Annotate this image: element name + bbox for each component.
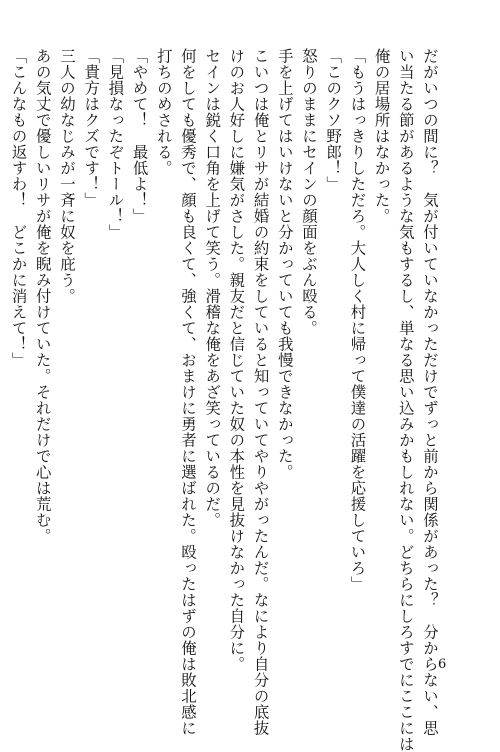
text-line: 「もうはっきりしただろ。大人しく村に帰って僕達の活躍を応援していろ」 bbox=[348, 48, 367, 592]
text-line: 俺の居場所はなかった。 bbox=[372, 48, 391, 224]
text-line: 「こんなもの返すわ！ どこかに消えて！」 bbox=[9, 48, 28, 368]
text-line: 打ちのめされる。 bbox=[154, 48, 173, 176]
novel-text bbox=[6, 48, 442, 752]
text-line: セインは鋭く口角を上げて笑う。滑稽な俺をあざ笑っているのだ。 bbox=[203, 48, 222, 528]
text-line: 「このクソ野郎！」 bbox=[324, 48, 343, 192]
text-line: こいつは俺とリサが結婚の約束をしていると知っていてやりやがったんだ。なにより自分の底抜 bbox=[251, 48, 270, 736]
text-line: あの気丈で優しいリサが俺を睨み付けていた。それだけで心は荒む。 bbox=[33, 48, 52, 544]
text-line: 三人の幼なじみが一斉に奴を庇う。 bbox=[57, 48, 76, 304]
page-number: 6 bbox=[438, 657, 447, 672]
text-line: だがいつの間に？ 気が付いていなかっただけでずっと前から関係があった？ 分からない、思 bbox=[421, 48, 439, 736]
text-line: 「やめて！ 最低よ！」 bbox=[130, 48, 149, 224]
text-line: 「貴方はクズです！」 bbox=[82, 48, 101, 208]
text-line: い当たる節があるような気もするし、単なる思い込みかもしれない。どちらにしろすでにここには bbox=[396, 48, 415, 752]
text-line: 手を上げてはいけないと分かっていても我慢できなかった。 bbox=[275, 48, 294, 480]
text-line: けのお人好しに嫌気がさした。親友だと信じていた奴の本性を見抜けなかった自分に。 bbox=[227, 48, 246, 672]
text-line: 何をしても優秀で、顔も良くて、強くて、おまけに勇者に選ばれた。殴ったはずの俺は敗北感に bbox=[178, 48, 197, 736]
text-line: 怒りのままにセインの顔面をぶん殴る。 bbox=[299, 48, 318, 336]
text-line: 「見損なったぞトール！」 bbox=[106, 48, 125, 240]
